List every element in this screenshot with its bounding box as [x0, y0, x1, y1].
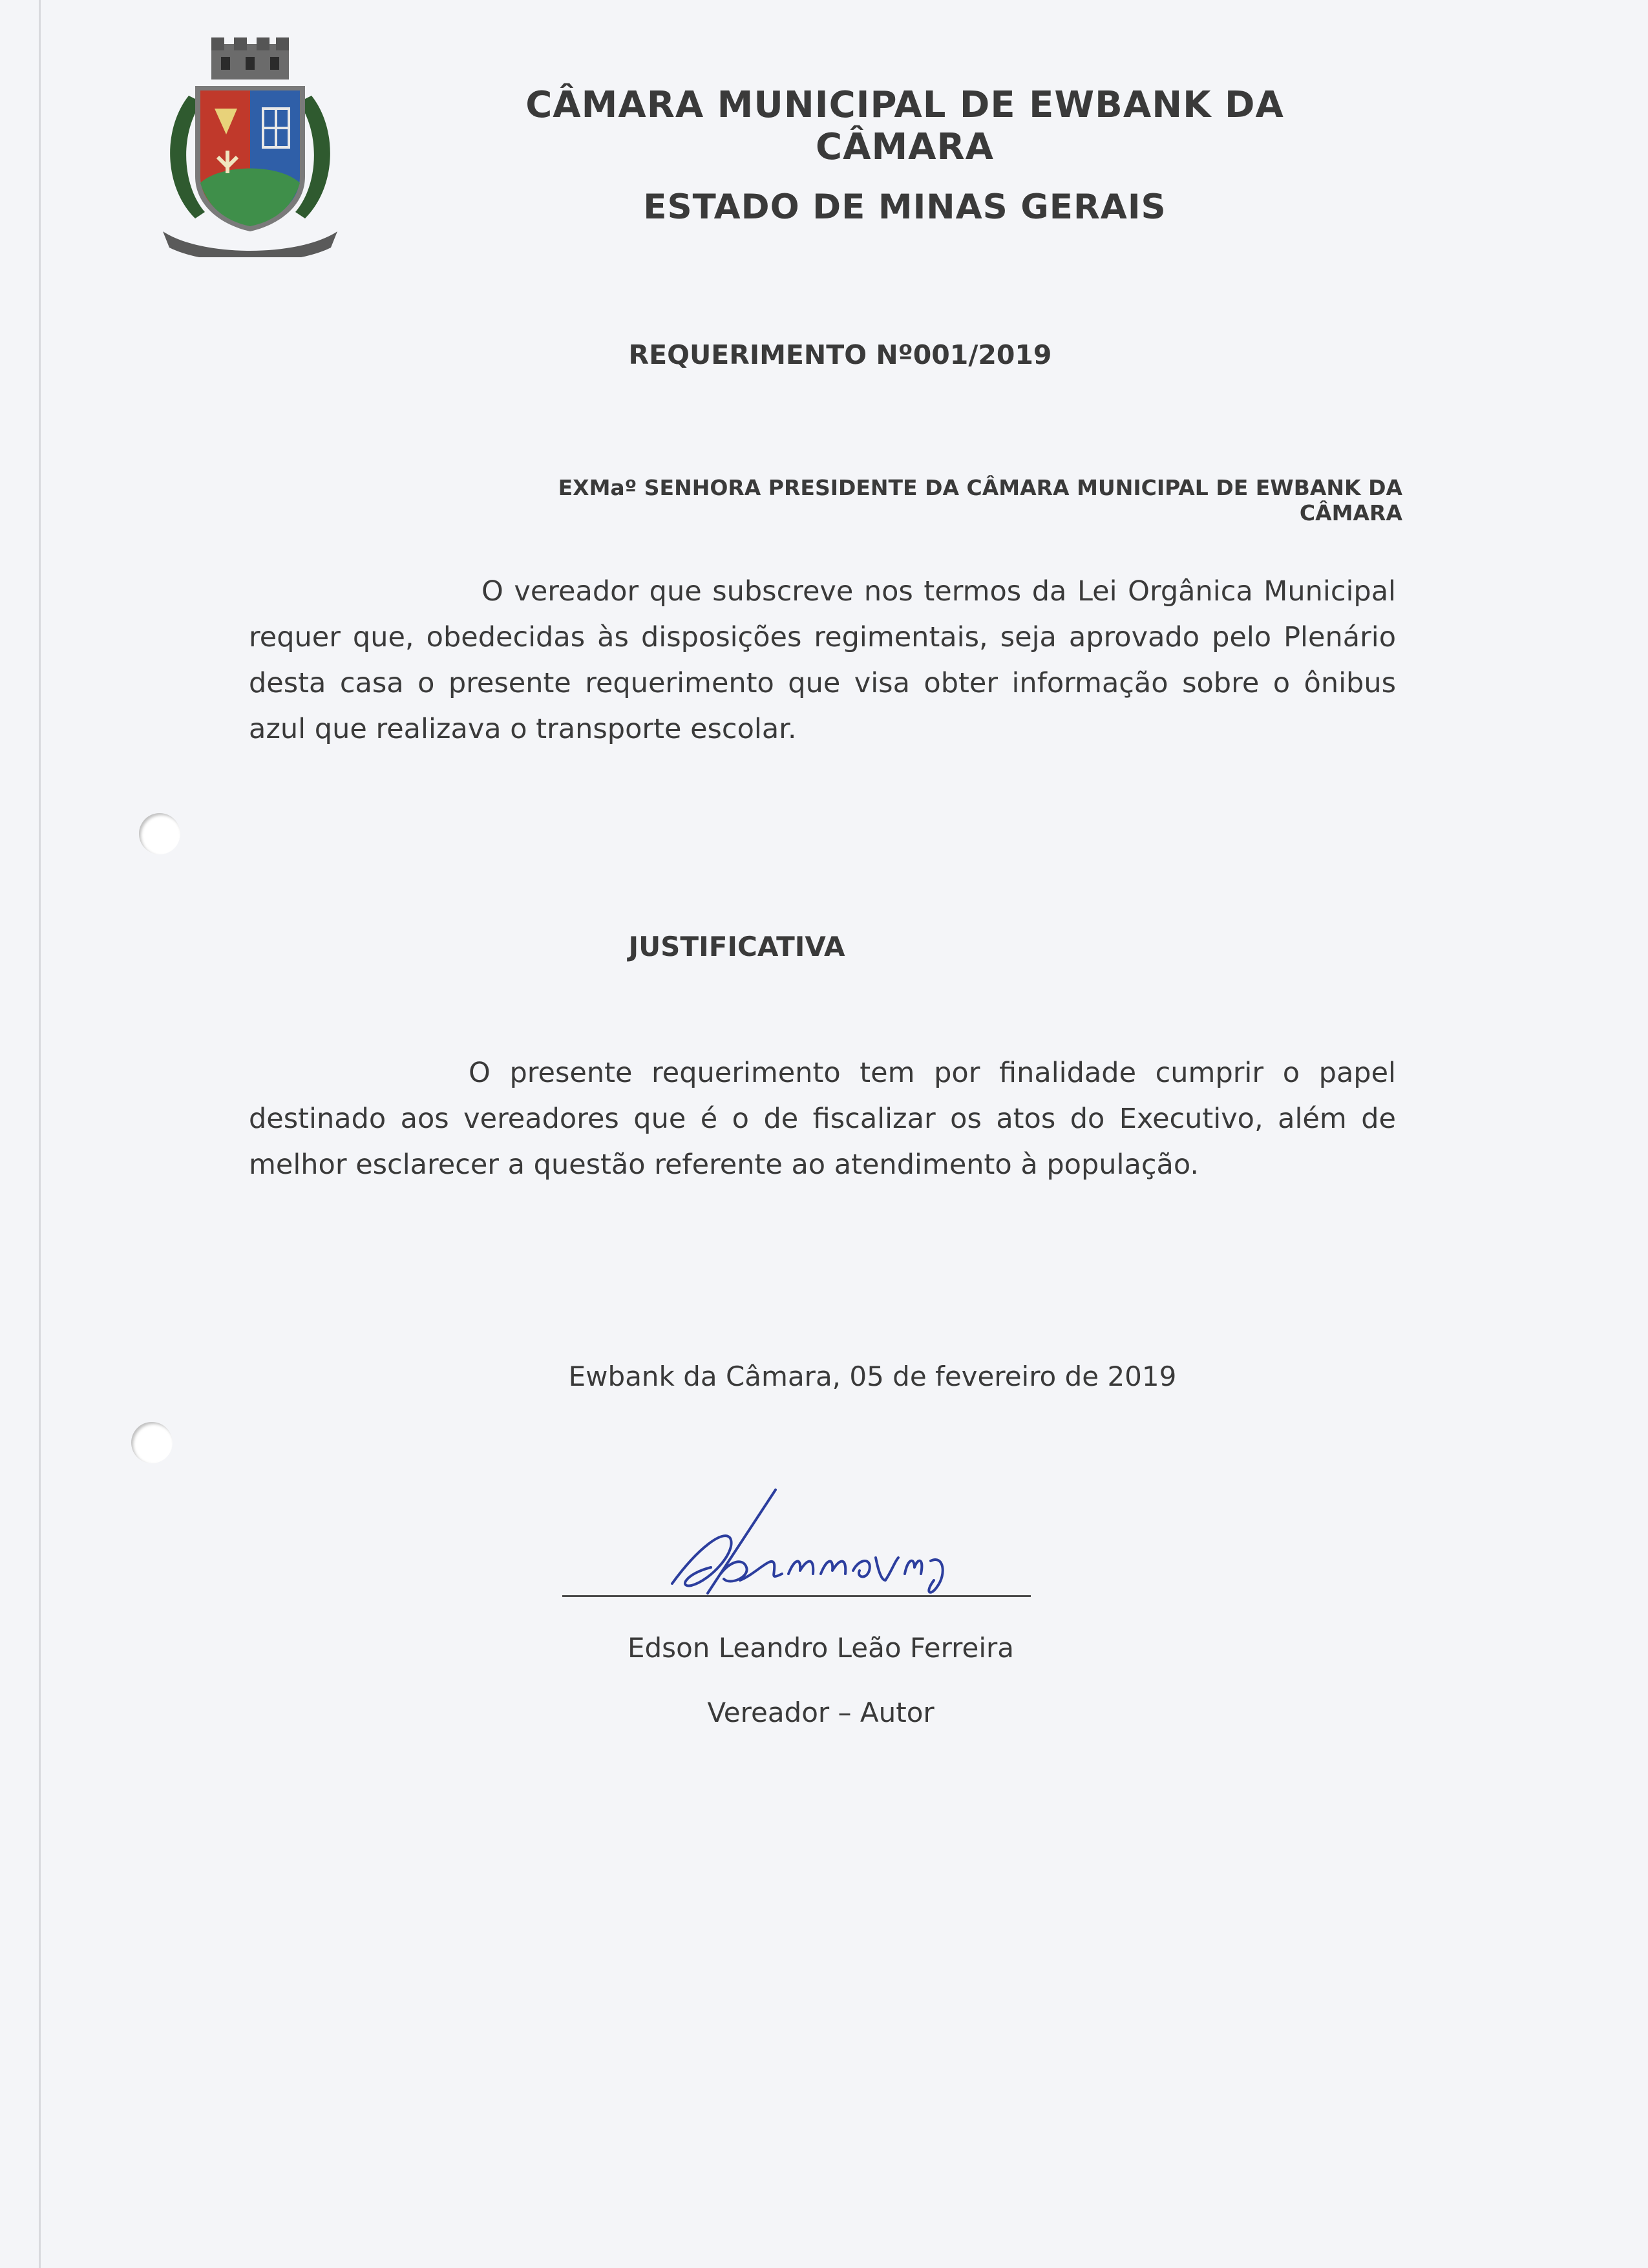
place-date: Ewbank da Câmara, 05 de fevereiro de 2019	[568, 1361, 1177, 1392]
state-title: ESTADO DE MINAS GERAIS	[643, 187, 1167, 227]
justification-heading: JUSTIFICATIVA	[628, 931, 845, 962]
municipal-seal-icon	[150, 37, 350, 257]
justification-paragraph: O presente requerimento tem por finalidade cumprir o papel destinado aos vereadores que é o de fiscalizar os atos do Executivo, além de melhor esclarecer a questão referente ao atendimento à população.	[249, 1057, 1396, 1181]
request-body-paragraph: O vereador que subscreve nos termos da Lei Orgânica Municipal requer que, obedecidas às disposições regimentais, seja aprovado pelo Plenário desta casa o presente requerimento que visa obter informação sobre o ônibus azul que realizava o transporte escolar.	[249, 575, 1396, 745]
handwritten-signature-icon	[659, 1477, 950, 1606]
request-number: REQUERIMENTO Nº001/2019	[628, 339, 1052, 370]
institution-title: CÂMARA MUNICIPAL DE EWBANK DA CÂMARA	[525, 84, 1284, 168]
punch-hole-top	[139, 813, 180, 854]
addressee-line: EXMaº SENHORA PRESIDENTE DA CÂMARA MUNICIPAL DE EWBANK DA CÂMARA	[558, 475, 1402, 525]
signature-line	[562, 1595, 1031, 1597]
signer-role: Vereador – Autor	[707, 1697, 935, 1728]
punch-hole-bottom	[131, 1422, 173, 1463]
signer-name: Edson Leandro Leão Ferreira	[627, 1632, 1015, 1664]
